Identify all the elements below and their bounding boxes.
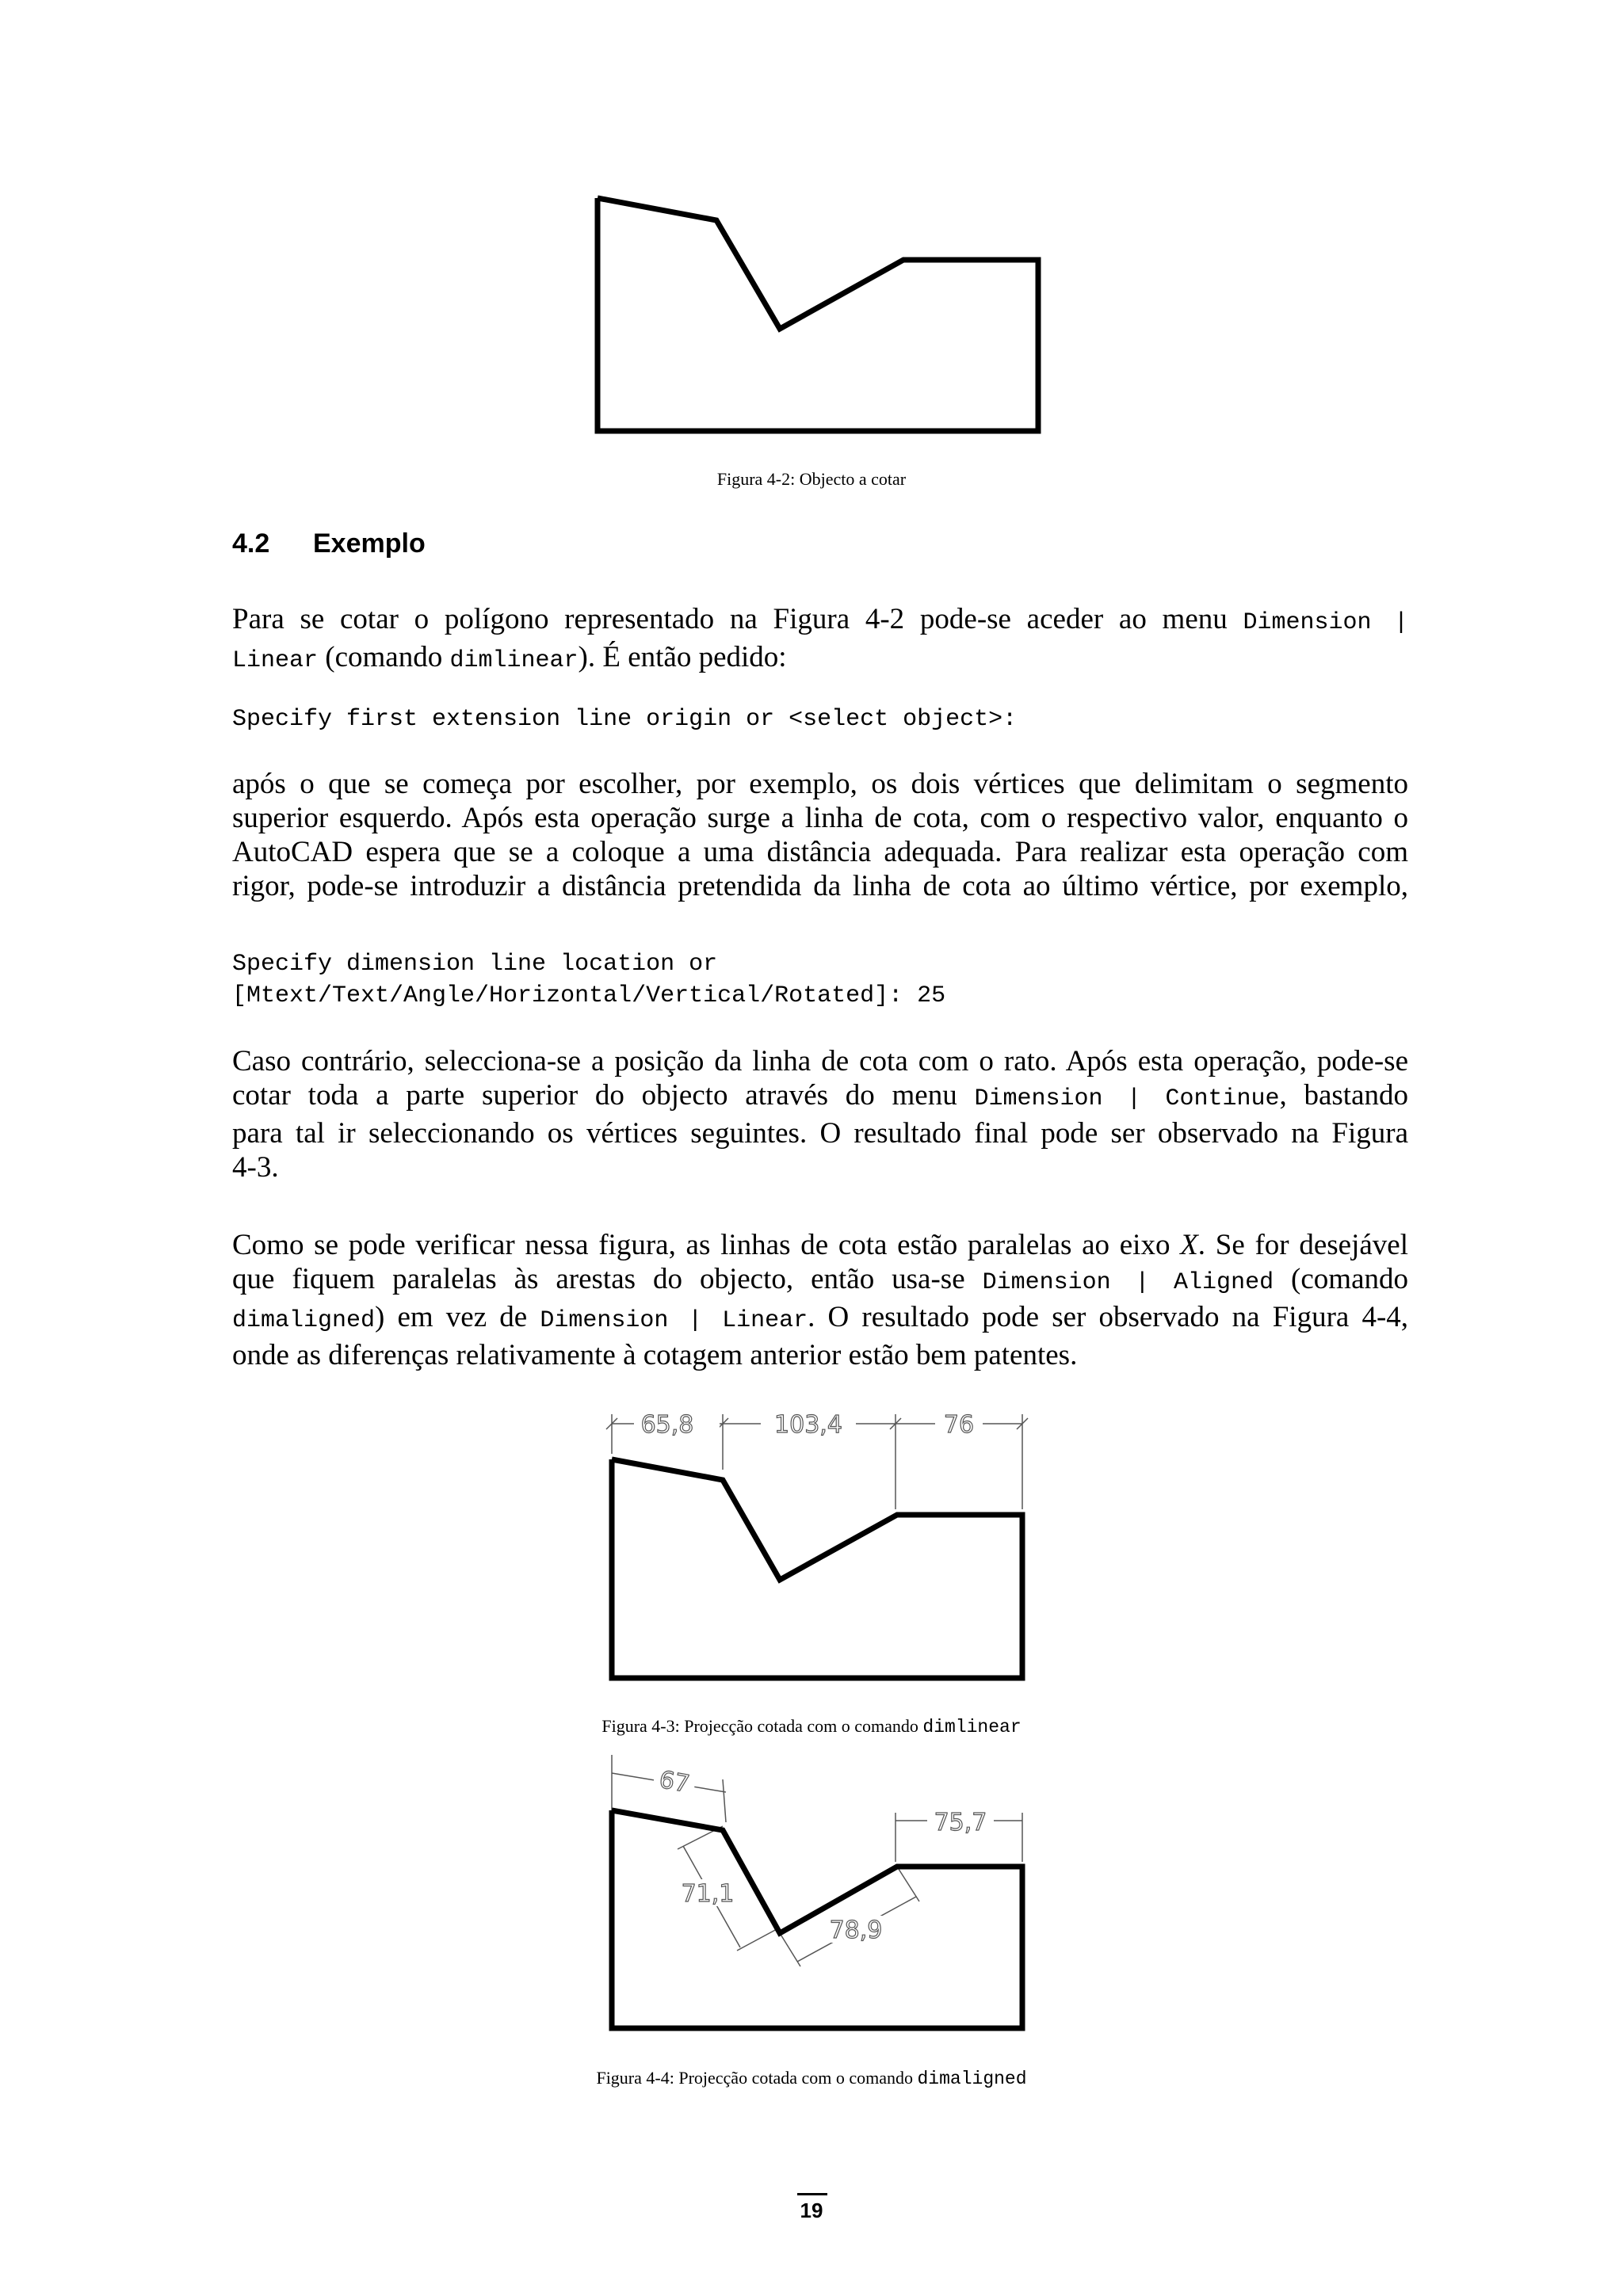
p4-text-a: Como se pode verificar nessa figura, as linhas de cota estão paralelas ao eixo <box>232 1229 1170 1261</box>
p1-text-comando: (comando <box>325 641 443 673</box>
paragraph-3-line-3: para tal ir seleccionando os vértices seguintes. O resultado final pode ser observado na Figura <box>232 1117 1408 1150</box>
paragraph-2-line-3: AutoCAD espera que se a coloque a uma distância adequada. Para realizar esta operação com <box>232 836 1408 868</box>
paragraph-3-line-4: 4-3. <box>232 1151 279 1184</box>
section-title: Exemplo <box>313 528 426 559</box>
p1-text: Para se cotar o polígono representado na Figura 4-2 pode-se aceder ao menu <box>232 603 1228 635</box>
p1-code-linear: Linear <box>232 647 319 674</box>
paragraph-2-line-4: rigor, pode-se introduzir a distância pretendida da linha de cota ao último vértice, por exemplo, <box>232 870 1408 902</box>
code-block-2-line-2: [Mtext/Text/Angle/Horizontal/Vertical/Rotated]: 25 <box>232 982 946 1009</box>
p4-text-b: . Se for desejável <box>1197 1229 1408 1261</box>
paragraph-2-line-2: superior esquerdo. Após esta operação surge a linha de cota, com o respectivo valor, enquanto o <box>232 802 1408 834</box>
paragraph-4-line-4: onde as diferenças relativamente à cotagem anterior estão bem patentes. <box>232 1339 1078 1371</box>
dim-71-1: 71,1 <box>681 1880 735 1908</box>
p4-text-e: ) em vez de <box>375 1301 528 1333</box>
p4-code-dimaligned: dimaligned <box>232 1307 376 1334</box>
dim-103-4: 103,4 <box>774 1411 842 1439</box>
figure-4-4-caption-text: Figura 4-4: Projecção cotada com o comando <box>596 2068 913 2088</box>
dim-65-8: 65,8 <box>640 1411 694 1439</box>
dim-78-9: 78,9 <box>829 1917 883 1944</box>
p1-code-dimension: Dimension | <box>1243 609 1408 636</box>
paragraph-2-line-1: após o que se começa por escolher, por exemplo, os dois vértices que delimitam o segmento <box>232 768 1408 800</box>
dim-75-7: 75,7 <box>934 1809 987 1836</box>
dim-67: 67 <box>657 1765 692 1799</box>
p4-code-linear: Dimension | Linear <box>540 1307 808 1334</box>
figure-4-2-caption: Figura 4-2: Objecto a cotar <box>716 469 907 489</box>
figure-4-3-caption-code: dimlinear <box>922 1717 1022 1737</box>
p3-text-b: , bastando <box>1279 1079 1409 1112</box>
p4-text-c: que fiquem paralelas às arestas do objecto, então usa-se <box>232 1263 965 1295</box>
dim-76: 76 <box>943 1411 975 1439</box>
code-block-2-line-1: Specify dimension line location or <box>232 951 718 978</box>
section-number: 4.2 <box>232 528 270 559</box>
page-number-rule <box>797 2193 827 2195</box>
p4-text-d: (comando <box>1291 1263 1408 1295</box>
p4-axis-x: X <box>1180 1229 1198 1261</box>
p3-code-continue: Dimension | Continue <box>974 1085 1280 1112</box>
p4-text-f: . O resultado pode ser observado na Figura 4-4, <box>808 1301 1409 1333</box>
page-number: 19 <box>800 2199 823 2222</box>
p3-text-a: cotar toda a parte superior do objecto através do menu <box>232 1079 957 1112</box>
p1-text-pedido: ). É então pedido: <box>578 641 787 673</box>
figure-4-4-caption <box>0 2068 1623 2089</box>
code-block-1: Specify first extension line origin or <select object>: <box>232 706 1018 733</box>
paragraph-3-line-1: Caso contrário, selecciona-se a posição da linha de cota com o rato. Após esta operação, pode-se <box>232 1045 1408 1077</box>
p4-code-aligned: Dimension | Aligned <box>982 1269 1274 1296</box>
figure-4-3-caption-text: Figura 4-3: Projecção cotada com o comando <box>601 1716 918 1736</box>
p1-code-dimlinear: dimlinear <box>449 647 579 674</box>
figure-4-4-caption-code: dimaligned <box>917 2069 1027 2089</box>
